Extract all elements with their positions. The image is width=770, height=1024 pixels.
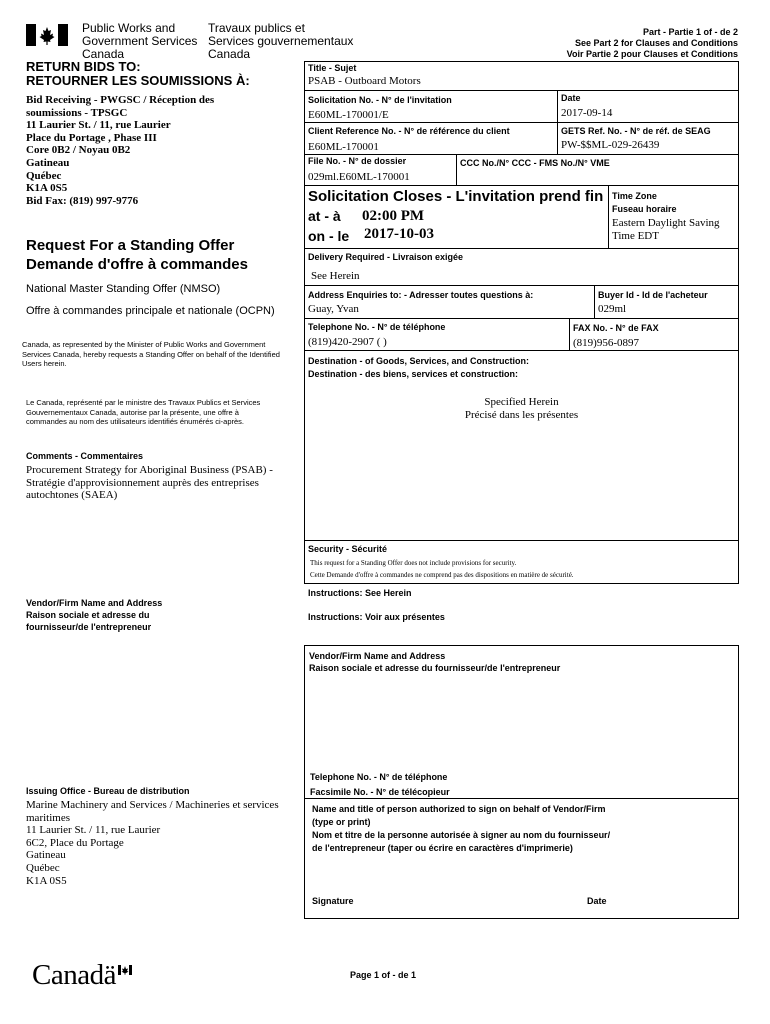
destination-value	[304, 396, 739, 422]
instructions-fr: Instructions: Voir aux présentes	[308, 612, 445, 622]
vendor-box-label-line: Vendor/Firm Name and Address	[309, 651, 446, 661]
return-bids-address-line: Québec	[26, 169, 62, 182]
return-bids-address-line: soumissions - TPSGC	[26, 106, 128, 119]
comments-label: Comments - Commentaires	[26, 451, 144, 461]
telephone-label: Telephone No. - N° de téléphone	[308, 322, 446, 332]
authorized-person-label[interactable]	[312, 803, 610, 855]
dept-en-line: Public Works and	[82, 21, 176, 35]
signature-field[interactable]: Signature	[312, 896, 354, 906]
auth-line: Nom et titre de la personne autorisée à signer au nom du fournisseur/	[312, 830, 611, 840]
return-bids-line: RETURN BIDS TO:	[26, 59, 141, 74]
destination-value-line: Specified Herein	[484, 396, 559, 408]
security-label: Security - Sécurité	[308, 544, 388, 554]
auth-line: (type or print)	[312, 817, 371, 827]
auth-line: de l'entrepreneur (taper ou écrire en caractères d'imprimerie)	[312, 843, 573, 853]
title-label: Title - Sujet	[308, 63, 357, 73]
ocpn-label: Offre à commandes principale et nationale (OCPN)	[26, 305, 275, 317]
file-label: File No. - N° de dossier	[308, 156, 407, 166]
auth-line: Name and title of person authorized to sign on behalf of Vendor/Firm	[312, 804, 606, 814]
delivery-value: See Herein	[311, 270, 360, 282]
timezone-label	[612, 190, 677, 216]
canada-wordmark-flag-icon	[118, 962, 132, 972]
instructions-en: Instructions: See Herein	[308, 588, 412, 598]
destination-label	[308, 355, 529, 381]
date-value: 2017-09-14	[561, 107, 613, 119]
vendor-left-line: fournisseur/de l'entrepreneur	[26, 622, 152, 632]
date-label: Date	[561, 93, 581, 103]
delivery-label: Delivery Required - Livraison exigée	[308, 252, 464, 262]
issuing-office-line: maritimes	[26, 811, 70, 824]
file-value: 029ml.E60ML-170001	[308, 171, 410, 183]
comments-text: Procurement Strategy for Aboriginal Business (PSAB) - Stratégie d'approvisionnement auprès des entreprises autochtones (SAEA)	[26, 464, 273, 502]
timezone-value-line: Eastern Daylight Saving	[612, 217, 720, 229]
vendor-name-address-field[interactable]	[306, 680, 737, 766]
timezone-value	[612, 217, 720, 243]
return-bids-title	[26, 60, 250, 88]
fax-label: FAX No. - N° de FAX	[573, 323, 659, 333]
issuing-office-line: K1A 0S5	[26, 874, 67, 887]
signature-date-field[interactable]: Date	[587, 896, 607, 906]
destination-value-line: Précisé dans les présentes	[464, 409, 579, 421]
return-bids-address-line: K1A 0S5	[26, 182, 68, 195]
vendor-left-line: Vendor/Firm Name and Address	[26, 598, 163, 608]
on-label: on - le	[308, 228, 350, 244]
enquiries-label: Address Enquiries to: - Adresser toutes questions à:	[308, 290, 534, 300]
issuing-office-line: Québec	[26, 861, 60, 874]
telephone-value: (819)420-2907 ( )	[308, 336, 387, 348]
solicitation-label: Solicitation No. - N° de l'invitation	[308, 95, 452, 105]
at-label: at - à	[308, 208, 341, 224]
closes-title: Solicitation Closes - L'invitation prend fin	[308, 188, 604, 205]
buyer-label: Buyer Id - Id de l'acheteur	[598, 290, 708, 300]
vendor-telephone-label: Telephone No. - N° de téléphone	[310, 772, 448, 782]
return-bids-address-line: Bid Receiving - PWGSC / Réception des	[26, 94, 215, 106]
return-bids-line: RETOURNER LES SOUMISSIONS À:	[26, 73, 250, 88]
at-value: 02:00 PM	[362, 208, 425, 224]
timezone-value-line: Time EDT	[612, 230, 659, 242]
voir-part-line: Voir Partie 2 pour Clauses et Conditions	[566, 49, 738, 59]
dept-fr-line: Canada	[208, 47, 251, 61]
canada-flag-icon	[26, 24, 68, 46]
return-bids-address-line: Gatineau	[26, 156, 70, 169]
vendor-left-label	[26, 597, 162, 633]
buyer-value: 029ml	[598, 303, 627, 315]
timezone-label-line: Time Zone	[612, 191, 657, 201]
return-bids-address-line: Place du Portage , Phase III	[26, 131, 157, 144]
dept-en-line: Government Services	[82, 34, 198, 48]
solicitation-value: E60ML-170001/E	[308, 109, 389, 121]
vendor-box-label-line: Raison sociale et adresse du fournisseur/de l'entrepreneur	[309, 663, 561, 673]
issuing-office-line: 11 Laurier St. / 11, rue Laurier	[26, 824, 161, 837]
security-text-fr: Cette Demande d'offre à commandes ne comprend pas des dispositions en matière de sécurité.	[310, 571, 574, 579]
on-value: 2017-10-03	[364, 226, 434, 242]
timezone-label-line: Fuseau horaire	[612, 204, 677, 214]
vendor-box-label	[309, 650, 560, 674]
enquiries-value: Guay, Yvan	[308, 303, 359, 315]
request-paragraph-fr: Le Canada, représenté par le ministre des Travaux Publics et Services Gouvernementaux Canada, autorise par la présente, une offre à commandes au nom des utilisateurs identifiés énumérés ci-après.	[26, 398, 261, 426]
page-number: Page 1 of - de 1	[350, 970, 417, 980]
client-ref-value: E60ML-170001	[308, 141, 379, 153]
request-title-line: Request For a Standing Offer	[26, 237, 235, 254]
client-ref-label: Client Reference No. - N° de référence du client	[308, 126, 510, 136]
dept-fr-line: Services gouvernementaux	[208, 34, 354, 48]
security-text-en: This request for a Standing Offer does not include provisions for security.	[310, 559, 517, 567]
vendor-contact-labels[interactable]	[310, 770, 450, 800]
request-paragraph-en: Canada, as represented by the Minister of Public Works and Government Services Canada, hereby requests a Standing Offer on behalf of the Identified Users herein.	[22, 340, 280, 368]
part-info	[567, 27, 738, 60]
fax-value: (819)956-0897	[573, 337, 639, 349]
vendor-facsimile-label: Facsimile No. - N° de télécopieur	[310, 787, 450, 797]
return-bids-address	[26, 94, 214, 207]
return-bids-address-line: Bid Fax: (819) 997-9776	[26, 194, 139, 207]
ccc-label: CCC No./N° CCC - FMS No./N° VME	[460, 158, 610, 168]
issuing-office-address	[26, 799, 279, 887]
issuing-office-line: Marine Machinery and Services / Machineries et services	[26, 799, 279, 811]
destination-label-line: Destination - des biens, services et construction:	[308, 369, 519, 379]
nmso-label: National Master Standing Offer (NMSO)	[26, 283, 221, 295]
request-title	[26, 236, 248, 274]
see-part-line: See Part 2 for Clauses and Conditions	[574, 38, 738, 48]
issuing-office-line: 6C2, Place du Portage	[26, 836, 124, 849]
title-value: PSAB - Outboard Motors	[308, 75, 421, 87]
issuing-office-label: Issuing Office - Bureau de distribution	[26, 786, 190, 796]
gets-value: PW-$$ML-029-26439	[561, 139, 660, 151]
dept-en-line: Canada	[82, 47, 125, 61]
request-title-line: Demande d'offre à commandes	[26, 256, 248, 273]
security-text	[310, 557, 574, 581]
vendor-left-line: Raison sociale et adresse du	[26, 610, 150, 620]
canada-wordmark: Canadä	[32, 959, 116, 991]
dept-fr-line: Travaux publics et	[208, 21, 305, 35]
part-line: Part - Partie 1 of - de 2	[642, 27, 738, 37]
return-bids-address-line: Core 0B2 / Noyau 0B2	[26, 144, 131, 157]
destination-label-line: Destination - of Goods, Services, and Construction:	[308, 356, 530, 366]
gets-label: GETS Ref. No. - N° de réf. de SEAG	[561, 126, 711, 136]
dept-name-fr	[208, 22, 353, 61]
issuing-office-line: Gatineau	[26, 849, 66, 862]
dept-name-en	[82, 22, 197, 61]
return-bids-address-line: 11 Laurier St. / 11, rue Laurier	[26, 119, 171, 132]
